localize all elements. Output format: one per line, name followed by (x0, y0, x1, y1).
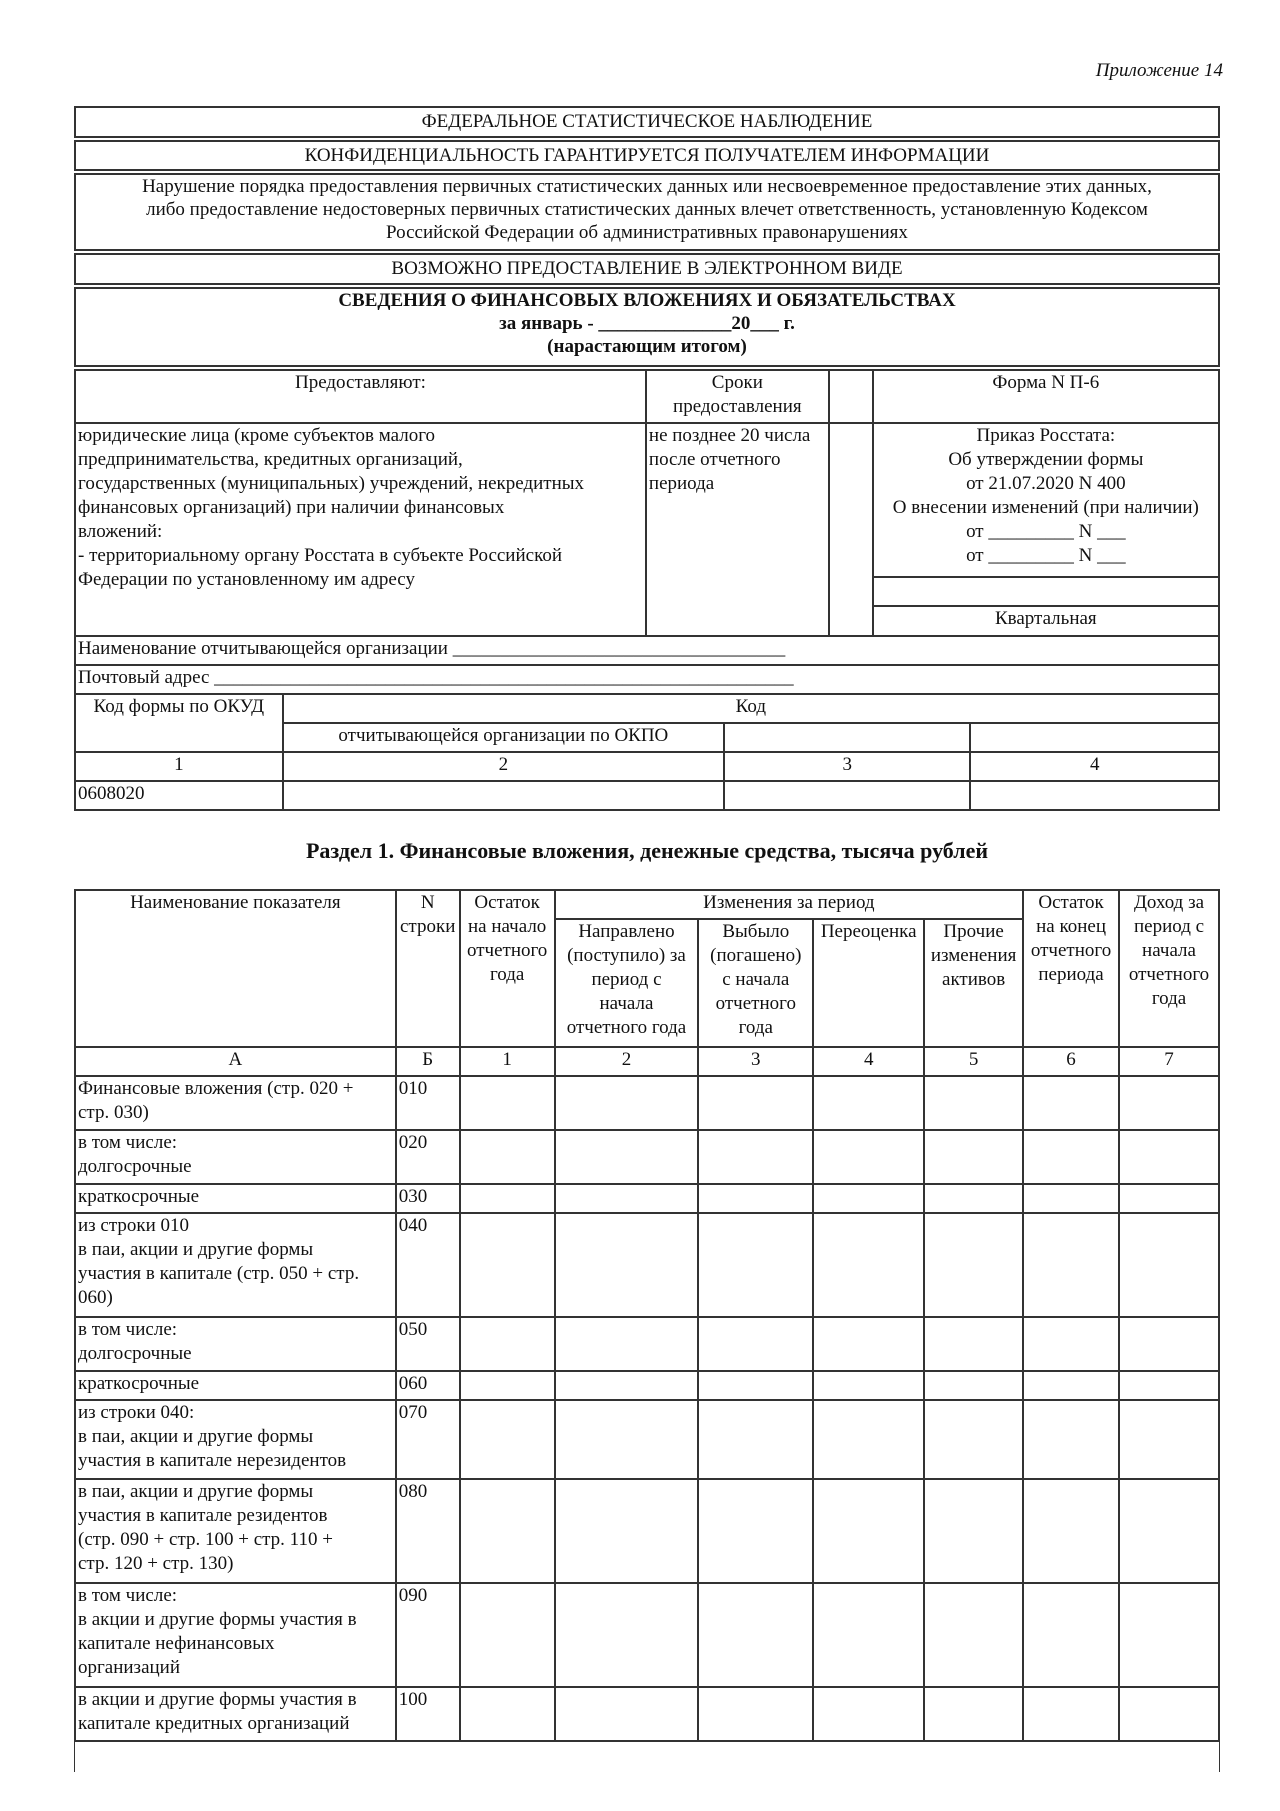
deadline-line: не позднее 20 числа (648, 425, 811, 446)
col-number: 4 (970, 752, 1219, 781)
row-indicator-name (75, 1400, 396, 1479)
value-cell[interactable] (813, 1076, 924, 1130)
header-line-part: (поступило) за (567, 945, 686, 966)
col-number: 2 (283, 752, 724, 781)
header-indicator-name: Наименование показателя (75, 890, 396, 1047)
table-row (75, 1130, 1219, 1184)
row-name-line: участия в капитале (стр. 050 + стр. (78, 1263, 360, 1284)
value-cell[interactable] (460, 1317, 555, 1371)
blank-cell (724, 781, 970, 810)
value-cell[interactable] (1023, 1400, 1119, 1479)
submitters-line: Федерации по установленному им адресу (78, 569, 415, 590)
header-start-balance (460, 890, 555, 1047)
value-cell[interactable] (813, 1213, 924, 1317)
okpo-value-cell (283, 781, 724, 810)
row-line-code: 010 (396, 1076, 460, 1130)
value-cell[interactable] (1119, 1479, 1219, 1583)
table-row (75, 1184, 1219, 1213)
row-line-code: 050 (396, 1317, 460, 1371)
value-cell[interactable] (555, 1583, 699, 1687)
value-cell[interactable] (555, 1213, 699, 1317)
code-label: Код (283, 694, 1219, 723)
header-line-part: отчетного (1128, 964, 1210, 985)
value-cell[interactable] (1023, 1479, 1119, 1583)
value-cell[interactable] (924, 1400, 1023, 1479)
row-name-line: участия в капитале нерезидентов (78, 1450, 347, 1471)
value-cell[interactable] (698, 1130, 813, 1184)
electronic-submission-text: ВОЗМОЖНО ПРЕДОСТАВЛЕНИЕ В ЭЛЕКТРОННОМ ВИДЕ (391, 258, 903, 279)
value-cell[interactable] (555, 1371, 699, 1400)
row-name-line: участия в капитале резидентов (78, 1505, 328, 1526)
row-name-line: из строки 040: (78, 1402, 195, 1423)
value-cell[interactable] (813, 1400, 924, 1479)
row-name-line: в том числе: (78, 1585, 178, 1606)
table-row (75, 1213, 1219, 1317)
report-cumulative-note: (нарастающим итогом) (547, 335, 747, 357)
deadline-line: после отчетного (648, 449, 781, 470)
column-code: 4 (813, 1047, 924, 1076)
value-cell[interactable] (1119, 1583, 1219, 1687)
header-line-part: Прочие (943, 921, 1004, 942)
value-cell[interactable] (1119, 1400, 1219, 1479)
okud-code-value: 0608020 (75, 781, 283, 810)
value-cell[interactable] (1023, 1371, 1119, 1400)
appendix-label: Приложение 14 (1095, 60, 1223, 81)
order-line: О внесении изменений (при наличии) (892, 497, 1199, 518)
spacer-cell (829, 423, 873, 636)
header-line-part: отчетного (715, 993, 796, 1014)
row-name-line: в том числе: (78, 1132, 178, 1153)
column-code: А (75, 1047, 396, 1076)
value-cell[interactable] (1023, 1184, 1119, 1213)
value-cell[interactable] (813, 1371, 924, 1400)
column-codes-row (75, 1047, 1219, 1076)
form-number: Форма N П-6 (873, 370, 1219, 423)
deadline-line: периода (648, 473, 715, 494)
header-line-part: Доход за (1133, 892, 1205, 913)
financial-investments-table (74, 889, 1220, 1742)
header-retired (698, 919, 813, 1047)
column-code: 1 (460, 1047, 555, 1076)
header-line-part: начала (599, 993, 654, 1014)
value-cell[interactable] (813, 1184, 924, 1213)
row-line-code: 080 (396, 1479, 460, 1583)
header-line-number (396, 890, 460, 1047)
org-name-field: Наименование отчитывающейся организации ___________________________________ (75, 636, 1219, 665)
value-cell[interactable] (1119, 1371, 1219, 1400)
row-indicator-name (75, 1583, 396, 1687)
row-name-line: капитале кредитных организаций (78, 1713, 350, 1734)
violation-line: либо предоставление недостоверных первичных статистических данных влечет ответственность, установленную Кодексом (146, 198, 1148, 220)
value-cell[interactable] (1023, 1687, 1119, 1741)
row-name-line: в паи, акции и другие формы (78, 1481, 314, 1502)
column-code: Б (396, 1047, 460, 1076)
row-name-line: организаций (78, 1657, 181, 1678)
blank-cell (724, 723, 970, 752)
periodicity: Квартальная (873, 606, 1219, 636)
submitters-line: финансовых организаций) при наличии финансовых (78, 497, 505, 518)
submission-table (74, 369, 1220, 637)
value-cell[interactable] (1023, 1130, 1119, 1184)
row-name-line: краткосрочные (78, 1373, 200, 1394)
value-cell[interactable] (555, 1184, 699, 1213)
column-code: 5 (924, 1047, 1023, 1076)
header-line-part: изменения (930, 945, 1017, 966)
report-title: СВЕДЕНИЯ О ФИНАНСОВЫХ ВЛОЖЕНИЯХ И ОБЯЗАТЕЛЬСТВАХ (338, 290, 956, 311)
row-name-line: из строки 010 (78, 1215, 190, 1236)
header-line-part: периода (1038, 964, 1104, 985)
header-changes: Изменения за период (555, 890, 1023, 919)
value-cell[interactable] (555, 1479, 699, 1583)
value-cell[interactable] (460, 1184, 555, 1213)
header-income (1119, 890, 1219, 1047)
value-cell[interactable] (813, 1479, 924, 1583)
column-code: 3 (698, 1047, 813, 1076)
violation-notice (74, 173, 1220, 251)
row-indicator-name (75, 1687, 396, 1741)
row-indicator-name (75, 1130, 396, 1184)
row-name-line: долгосрочные (78, 1343, 192, 1364)
table-continuation-line (74, 1742, 75, 1772)
header-line-part: года (489, 964, 525, 985)
value-cell[interactable] (924, 1371, 1023, 1400)
submitters-line: предпринимательства, кредитных организаций, (78, 449, 463, 470)
section-title: Раздел 1. Финансовые вложения, денежные средства, тысяча рублей (305, 838, 989, 863)
header-line-part: начала (1142, 940, 1196, 961)
order-line: от 21.07.2020 N 400 (966, 473, 1126, 494)
row-line-code: 040 (396, 1213, 460, 1317)
value-cell[interactable] (555, 1076, 699, 1130)
row-name-line: Финансовые вложения (стр. 020 + (78, 1078, 354, 1099)
deadline-header-line: предоставления (673, 396, 802, 417)
header-line-part: Направлено (578, 921, 675, 942)
value-cell[interactable] (460, 1400, 555, 1479)
value-cell[interactable] (813, 1583, 924, 1687)
value-cell[interactable] (813, 1317, 924, 1371)
row-name-line: стр. 120 + стр. 130) (78, 1553, 234, 1574)
value-cell[interactable] (460, 1130, 555, 1184)
header-line-part: строки (400, 916, 456, 937)
row-name-line: в акции и другие формы участия в (78, 1689, 357, 1710)
value-cell[interactable] (698, 1317, 813, 1371)
value-cell[interactable] (924, 1184, 1023, 1213)
row-name-line: в паи, акции и другие формы (78, 1426, 314, 1447)
value-cell[interactable] (924, 1130, 1023, 1184)
col-number: 1 (75, 752, 283, 781)
value-cell[interactable] (460, 1479, 555, 1583)
confidentiality-bar (74, 140, 1220, 171)
order-block (873, 423, 1219, 577)
value-cell[interactable] (698, 1076, 813, 1130)
blank-cell (970, 781, 1219, 810)
row-indicator-name (75, 1317, 396, 1371)
value-cell[interactable] (1023, 1583, 1119, 1687)
value-cell[interactable] (813, 1130, 924, 1184)
deadline-header (646, 370, 829, 423)
federal-observation-text: ФЕДЕРАЛЬНОЕ СТАТИСТИЧЕСКОЕ НАБЛЮДЕНИЕ (421, 111, 873, 132)
table-row (75, 1317, 1219, 1371)
header-line-part: Остаток (1038, 892, 1104, 913)
value-cell[interactable] (1119, 1213, 1219, 1317)
value-cell[interactable] (1023, 1076, 1119, 1130)
header-line-part: Остаток (474, 892, 540, 913)
column-code: 7 (1119, 1047, 1219, 1076)
order-line: Об утверждении формы (948, 449, 1144, 470)
submitters-header: Предоставляют: (75, 370, 646, 423)
order-line: Приказ Росстата: (976, 425, 1116, 446)
value-cell[interactable] (924, 1076, 1023, 1130)
row-name-line: в том числе: (78, 1319, 178, 1340)
header-line-part: активов (942, 969, 1006, 990)
column-code: 2 (555, 1047, 699, 1076)
table-row (75, 1371, 1219, 1400)
row-name-line: краткосрочные (78, 1186, 200, 1207)
okpo-label: отчитывающейся организации по ОКПО (283, 723, 724, 752)
header-line-part: отчетного (1030, 940, 1112, 961)
value-cell[interactable] (555, 1130, 699, 1184)
value-cell[interactable] (924, 1583, 1023, 1687)
confidentiality-text: КОНФИДЕНЦИАЛЬНОСТЬ ГАРАНТИРУЕТСЯ ПОЛУЧАТЕЛЕМ ИНФОРМАЦИИ (304, 145, 990, 166)
header-line-part: период с (591, 969, 662, 990)
header-line-part: период с (1133, 916, 1205, 937)
header-line-part: года (1151, 988, 1187, 1009)
row-name-line: в акции и другие формы участия в (78, 1609, 357, 1630)
value-cell[interactable] (1119, 1184, 1219, 1213)
value-cell[interactable] (924, 1687, 1023, 1741)
value-cell[interactable] (460, 1076, 555, 1130)
table-row (75, 1479, 1219, 1583)
blank-cell (970, 723, 1219, 752)
row-indicator-name (75, 1371, 396, 1400)
submitters-line: - территориальному органу Росстата в субъекте Российской (78, 545, 563, 566)
order-line: от _________ N ___ (966, 545, 1126, 566)
header-line-part: отчетного (466, 940, 548, 961)
postal-address-field: Почтовый адрес _____________________________________________________________ (75, 665, 1219, 694)
value-cell[interactable] (460, 1687, 555, 1741)
row-line-code: 030 (396, 1184, 460, 1213)
value-cell[interactable] (555, 1400, 699, 1479)
table-row (75, 1076, 1219, 1130)
header-other-changes (924, 919, 1023, 1047)
header-line-part: на начало (467, 916, 547, 937)
value-cell[interactable] (1119, 1130, 1219, 1184)
header-line-part: на конец (1036, 916, 1106, 937)
submitters-line: государственных (муниципальных) учреждений, некредитных (78, 473, 585, 494)
report-title-block (74, 287, 1220, 367)
row-name-line: долгосрочные (78, 1156, 192, 1177)
row-name-line: 060) (78, 1287, 113, 1308)
row-line-code: 060 (396, 1371, 460, 1400)
value-cell[interactable] (1023, 1213, 1119, 1317)
row-indicator-name (75, 1213, 396, 1317)
deadline-description (646, 423, 829, 636)
value-cell[interactable] (460, 1213, 555, 1317)
value-cell[interactable] (460, 1371, 555, 1400)
value-cell[interactable] (1119, 1317, 1219, 1371)
row-line-code: 100 (396, 1687, 460, 1741)
row-name-line: в паи, акции и другие формы (78, 1239, 314, 1260)
value-cell[interactable] (698, 1371, 813, 1400)
row-indicator-name (75, 1076, 396, 1130)
spacer-cell (829, 370, 873, 423)
value-cell[interactable] (698, 1687, 813, 1741)
header-sent (555, 919, 699, 1047)
row-name-line: (стр. 090 + стр. 100 + стр. 110 + (78, 1529, 333, 1550)
header-line-part: отчетного года (566, 1017, 687, 1038)
value-cell[interactable] (555, 1687, 699, 1741)
row-line-code: 020 (396, 1130, 460, 1184)
value-cell[interactable] (698, 1213, 813, 1317)
violation-line: Российской Федерации об административных правонарушениях (386, 221, 908, 243)
row-indicator-name (75, 1184, 396, 1213)
value-cell[interactable] (460, 1583, 555, 1687)
blank-cell (873, 577, 1219, 606)
submitters-line: вложений: (78, 521, 163, 542)
header-line-part: с начала (722, 969, 790, 990)
report-period: за январь - ______________20___ г. (499, 312, 795, 334)
row-line-code: 070 (396, 1400, 460, 1479)
value-cell[interactable] (924, 1213, 1023, 1317)
header-end-balance (1023, 890, 1119, 1047)
organization-table (74, 635, 1220, 811)
deadline-header-line: Сроки (711, 372, 763, 393)
table-row (75, 1400, 1219, 1479)
header-line-part: N (420, 892, 435, 913)
col-number: 3 (724, 752, 970, 781)
row-name-line: капитале нефинансовых (78, 1633, 275, 1654)
value-cell[interactable] (698, 1400, 813, 1479)
row-name-line: стр. 030) (78, 1102, 149, 1123)
header-line-part: Выбыло (722, 921, 790, 942)
value-cell[interactable] (924, 1317, 1023, 1371)
table-continuation-line (1219, 1742, 1220, 1772)
value-cell[interactable] (1119, 1076, 1219, 1130)
electronic-submission-bar (74, 253, 1220, 285)
value-cell[interactable] (924, 1479, 1023, 1583)
submitters-line: юридические лица (кроме субъектов малого (78, 425, 436, 446)
header-revaluation: Переоценка (813, 919, 924, 1047)
row-indicator-name (75, 1479, 396, 1583)
violation-line: Нарушение порядка предоставления первичных статистических данных или несвоевременное предоставление этих данных, (142, 176, 1152, 197)
value-cell[interactable] (813, 1687, 924, 1741)
value-cell[interactable] (698, 1479, 813, 1583)
value-cell[interactable] (1023, 1317, 1119, 1371)
submitters-description (75, 423, 646, 636)
header-line-part: (погашено) (710, 945, 802, 966)
data-rows (75, 1076, 1219, 1741)
header-line-part: года (738, 1017, 773, 1038)
okud-label: Код формы по ОКУД (75, 694, 283, 752)
value-cell[interactable] (698, 1184, 813, 1213)
value-cell[interactable] (698, 1583, 813, 1687)
order-line: от _________ N ___ (966, 521, 1126, 542)
value-cell[interactable] (1119, 1687, 1219, 1741)
table-row (75, 1687, 1219, 1741)
table-row (75, 1583, 1219, 1687)
column-code: 6 (1023, 1047, 1119, 1076)
value-cell[interactable] (555, 1317, 699, 1371)
row-line-code: 090 (396, 1583, 460, 1687)
federal-observation-bar (74, 106, 1220, 138)
